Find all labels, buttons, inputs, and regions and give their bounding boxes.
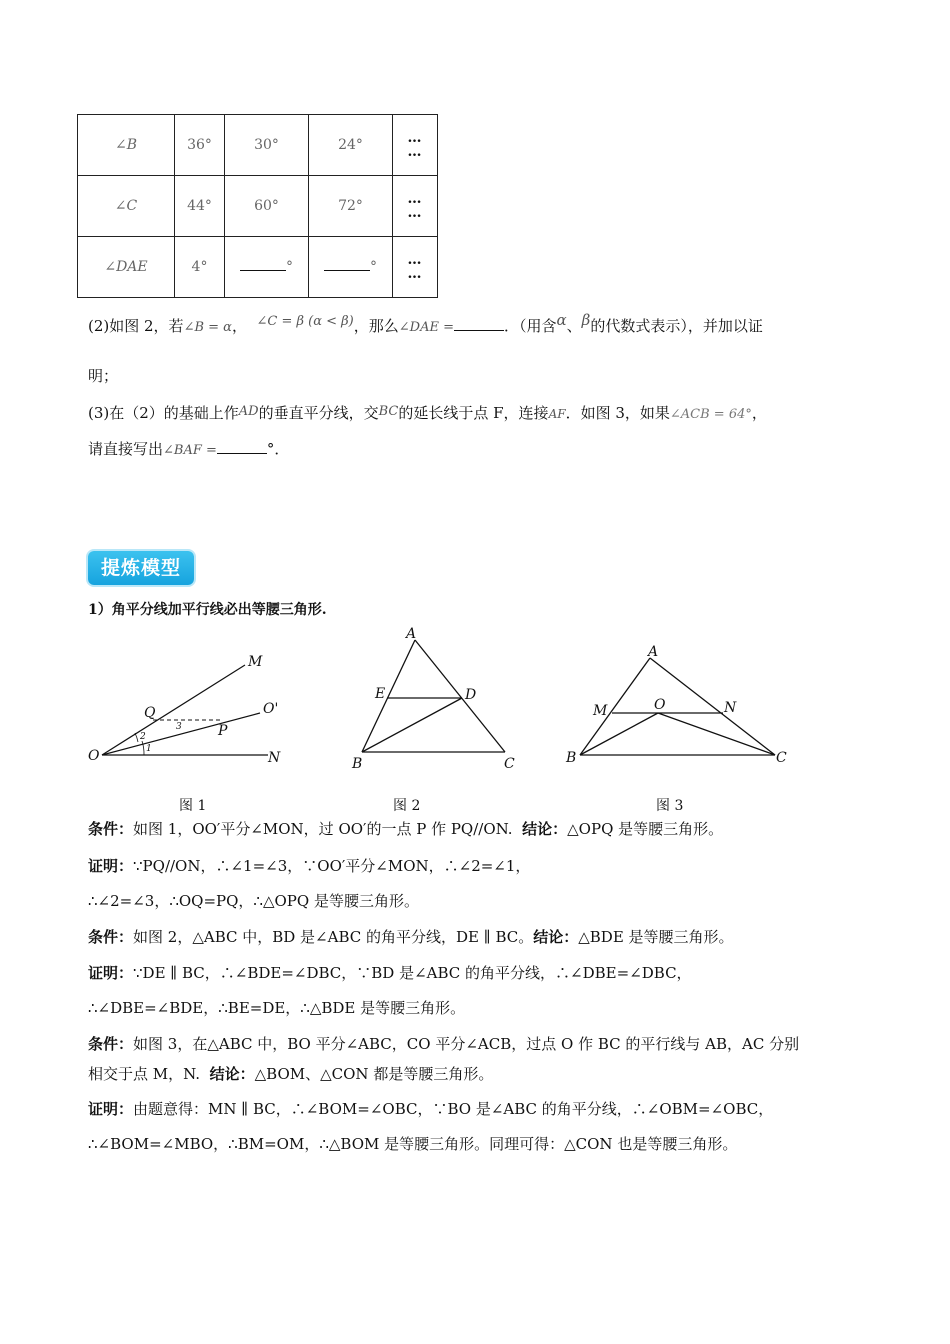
label-angle-1: 1	[146, 744, 152, 754]
cell: 72°	[309, 176, 393, 237]
body-text: ∵PQ//ON，∴∠1=∠3，∵OO′平分∠MON，∴∠2=∠1，	[133, 857, 531, 875]
label-o-prime: O'	[263, 701, 279, 717]
table-row	[78, 237, 438, 298]
q2-text: 的代数式表示），并加以证	[590, 317, 763, 335]
body-text: 由题意得：MN ∥ BC，∴∠BOM=∠OBC，∵BO 是∠ABC 的角平分线，∴∠OBM=∠OBC，	[133, 1100, 774, 1118]
cell: 36°	[175, 115, 225, 176]
figure-1-caption: 图 1	[179, 798, 207, 814]
q3-formula: ∠ACB = 64°	[669, 407, 752, 422]
answer-blank[interactable]	[324, 270, 370, 271]
keyword: 证明：	[88, 1100, 134, 1118]
keyword: 结论：	[533, 928, 579, 946]
condition-3	[88, 1033, 799, 1055]
ellipsis-cell: … …	[393, 115, 438, 176]
q2-formula: ∠C = β (α < β)	[256, 314, 354, 329]
cell: 60°	[225, 176, 309, 237]
body-text: △BDE 是等腰三角形。	[578, 928, 734, 946]
label-n: N	[724, 700, 737, 716]
answer-blank[interactable]	[454, 330, 504, 331]
table-row	[78, 115, 438, 176]
body-text: 如图 1，OO′平分∠MON，过 OO′的一点 P 作 PQ//ON.	[133, 820, 513, 838]
proof-2-cont: ∴∠DBE=∠BDE，∴BE=DE，∴△BDE 是等腰三角形。	[88, 999, 466, 1017]
cell: 24°	[309, 115, 393, 176]
section-heading: 1）角平分线加平行线必出等腰三角形.	[88, 602, 327, 618]
label-o: O	[654, 697, 666, 713]
keyword: 证明：	[88, 857, 134, 875]
cell: 30°	[225, 115, 309, 176]
label-b: B	[566, 750, 577, 766]
figure-3-caption: 图 3	[656, 798, 684, 814]
q2-formula: ∠B = α	[183, 320, 232, 335]
q3-formula: ∠BAF =	[163, 443, 217, 458]
keyword: 条件：	[88, 1035, 134, 1053]
proof-1	[88, 855, 530, 877]
side-ac	[650, 658, 775, 755]
row-label: ∠B	[78, 115, 175, 176]
q3-text: ，	[751, 404, 767, 422]
segment-co	[658, 713, 775, 755]
ray-om	[102, 665, 245, 755]
cell: 44°	[175, 176, 225, 237]
angle-table	[77, 114, 438, 298]
label-b: B	[352, 756, 363, 772]
label-c: C	[776, 750, 787, 766]
question-3	[88, 402, 767, 426]
keyword: 条件：	[88, 820, 134, 838]
proof-3-cont: ∴∠BOM=∠MBO，∴BM=OM，∴△BOM 是等腰三角形。同理可得：△CON 也是等腰三角形。	[88, 1135, 738, 1153]
proof-3	[88, 1098, 773, 1120]
keyword: 条件：	[88, 928, 134, 946]
q3-line-2	[88, 438, 289, 462]
q2-text: ．（用含	[504, 317, 557, 335]
answer-blank[interactable]	[240, 270, 286, 271]
q2-formula: ∠DAE =	[398, 320, 454, 335]
ellipsis-cell: … …	[393, 176, 438, 237]
label-m: M	[248, 654, 263, 670]
label-c: C	[504, 756, 515, 772]
label-a: A	[406, 626, 417, 642]
angle-arc	[135, 733, 138, 742]
keyword: 结论：	[209, 1065, 255, 1083]
q3-formula: BC	[378, 404, 399, 419]
keyword: 证明：	[88, 964, 134, 982]
question-2	[88, 311, 763, 339]
label-d: D	[465, 687, 477, 703]
proof-1-cont: ∴∠2=∠3，∴OQ=PQ，∴△OPQ 是等腰三角形。	[88, 892, 419, 910]
label-n: N	[268, 750, 281, 766]
degree-unit: °	[286, 259, 293, 275]
body-text: 如图 2，△ABC 中，BD 是∠ABC 的角平分线，DE ∥ BC。	[133, 928, 534, 946]
degree-unit: °	[370, 259, 377, 275]
proof-2	[88, 962, 692, 984]
answer-blank[interactable]	[217, 453, 267, 454]
figure-2-caption: 图 2	[393, 798, 421, 814]
q3-text: 请直接写出	[88, 440, 164, 458]
answer-cell	[309, 237, 393, 298]
figure-3	[560, 640, 800, 775]
row-label: ∠C	[78, 176, 175, 237]
body-text: ∵DE ∥ BC，∴∠BDE=∠DBC，∵BD 是∠ABC 的角平分线，∴∠DBE=∠DBC，	[133, 964, 692, 982]
section-tag: 提炼模型	[88, 551, 194, 585]
q3-text: °．	[266, 440, 290, 458]
segment-bo	[580, 713, 658, 755]
q3-text: (3)在（2）的基础上作	[88, 404, 239, 422]
segment-bd	[362, 698, 462, 752]
table-row	[78, 176, 438, 237]
side-ab	[362, 640, 415, 752]
side-ac	[415, 640, 505, 752]
body-text: △BOM、△CON 都是等腰三角形。	[254, 1065, 494, 1083]
ray-oo-prime	[102, 713, 260, 755]
label-angle-3: 3	[176, 722, 182, 732]
q2-line-2: 明；	[88, 367, 119, 385]
label-p: P	[218, 723, 228, 739]
q2-symbol: β	[581, 311, 591, 329]
condition-1	[88, 818, 723, 840]
figure-1	[80, 645, 300, 775]
label-a: A	[648, 644, 659, 660]
q3-text: 的延长线于点 F，连接	[398, 404, 549, 422]
q2-text: (2)如图 2，若	[88, 317, 184, 335]
keyword: 结论：	[522, 820, 568, 838]
body-text: △OPQ 是等腰三角形。	[567, 820, 724, 838]
label-o: O	[88, 748, 100, 764]
q2-text: ，那么	[353, 317, 399, 335]
cell: 4°	[175, 237, 225, 298]
body-text: 如图 3，在△ABC 中，BO 平分∠ABC，CO 平分∠ACB，过点 O 作 BC 的平行线与 AB，AC 分别	[133, 1035, 800, 1053]
q2-text: ，	[231, 317, 247, 335]
figure-2	[340, 622, 530, 777]
q2-text: 、	[566, 317, 582, 335]
q3-text: 的垂直平分线，交	[258, 404, 379, 422]
q3-text: ．如图 3，如果	[565, 404, 670, 422]
label-e: E	[375, 686, 386, 702]
side-ab	[580, 658, 650, 755]
label-m: M	[593, 703, 608, 719]
q2-symbol: α	[556, 311, 567, 329]
ellipsis-cell: … …	[393, 237, 438, 298]
label-angle-2: 2	[140, 732, 146, 742]
angle-arc	[142, 741, 144, 755]
row-label: ∠DAE	[78, 237, 175, 298]
label-q: Q	[144, 705, 156, 721]
body-text: 相交于点 M，N.	[88, 1065, 201, 1083]
q3-formula: AF	[548, 407, 566, 421]
condition-3-cont	[88, 1063, 493, 1085]
condition-2	[88, 926, 734, 948]
answer-cell	[225, 237, 309, 298]
q3-formula: AD	[238, 404, 259, 419]
